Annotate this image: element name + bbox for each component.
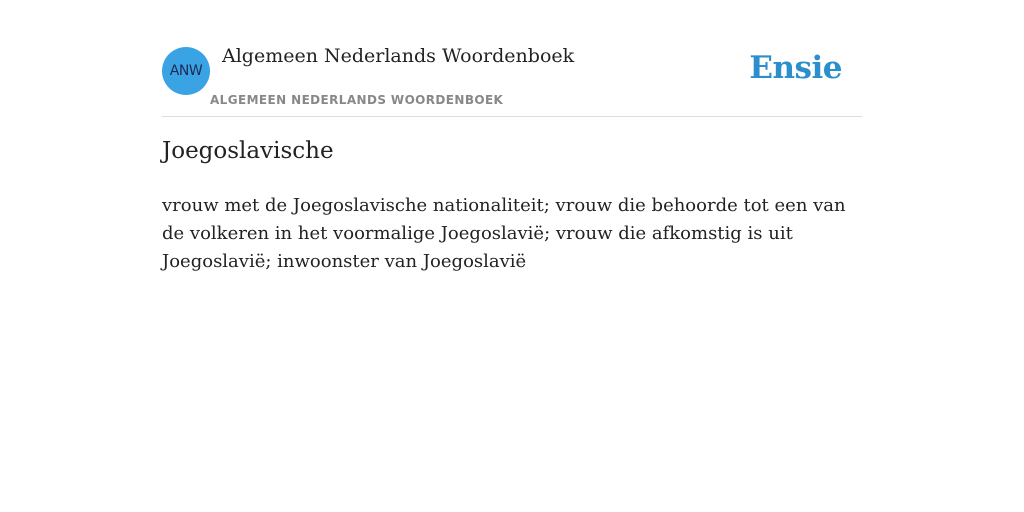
brand-logo-link[interactable]: Ensie [749, 50, 842, 86]
source-logo-text: ANW [169, 63, 203, 79]
source-title-link[interactable]: Algemeen Nederlands Woordenboek [222, 45, 575, 67]
content-container [162, 0, 862, 272]
entry-definition: vrouw met de Joegoslavische nationaliteit; vrouw die behoorde tot een van de volkeren in het voormalige Joegoslavië; vrouw die afkomstig is uit Joegoslavië; inwoonster van Joegoslavië [162, 195, 846, 272]
entry-word: Joegoslavische [162, 138, 334, 164]
source-subtitle: ALGEMEEN NEDERLANDS WOORDENBOEK [210, 93, 504, 107]
source-logo[interactable] [162, 47, 210, 95]
source-header [162, 0, 862, 117]
